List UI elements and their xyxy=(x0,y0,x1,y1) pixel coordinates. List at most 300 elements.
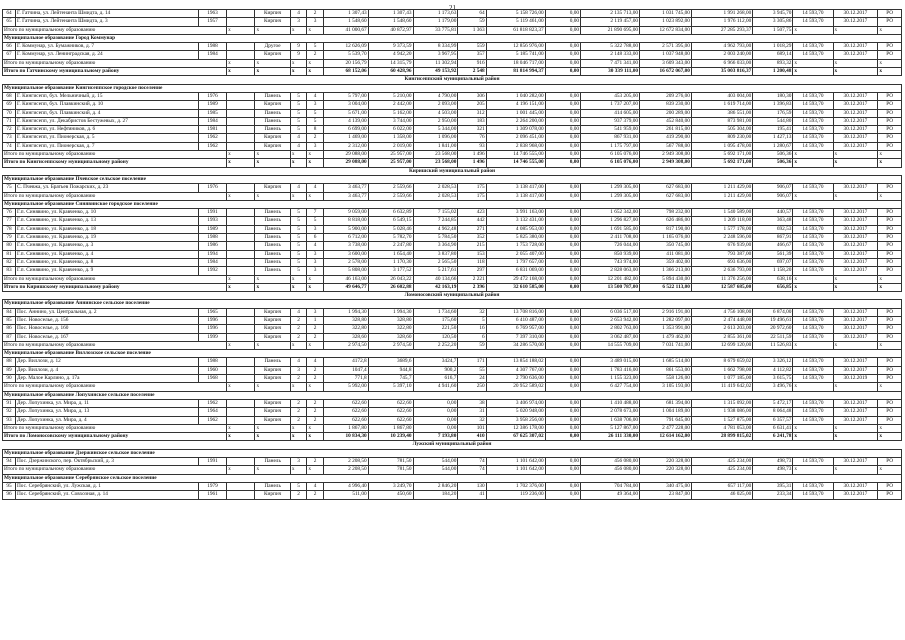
total-cell: 18 046 717,00 xyxy=(486,59,545,67)
total-cell: 20 952 589,02 xyxy=(486,383,545,391)
data-cell: 271 xyxy=(458,225,486,233)
data-cell: 5 797,00 xyxy=(323,92,368,100)
table-row xyxy=(3,142,902,150)
data-cell: 2 411 708,00 xyxy=(581,234,640,242)
data-cell: 450,60 xyxy=(368,491,413,499)
data-cell: Кирпич xyxy=(255,366,290,374)
data-cell: Кирпич xyxy=(255,101,290,109)
data-cell: 171 xyxy=(458,358,486,366)
data-cell: 541 959,00 xyxy=(581,126,640,134)
data-cell: 1 299 305,00 xyxy=(581,184,640,192)
data-cell: Кирпич xyxy=(255,18,290,26)
data-cell: 6 xyxy=(458,333,486,341)
total-cell: 14 555 709,00 xyxy=(581,341,640,349)
data-cell: 3 xyxy=(290,458,307,466)
total-cell: 7 471 341,00 xyxy=(581,59,640,67)
total-cell: x xyxy=(307,192,324,200)
address-cell: Г.п. Синявино, ул. Кравченко, д. 19 xyxy=(15,234,198,242)
district-total-row xyxy=(3,68,902,76)
data-cell: 1 282 097,00 xyxy=(640,316,692,324)
data-cell: Кирпич xyxy=(255,399,290,407)
total-cell: 0,00 xyxy=(545,151,580,159)
total-cell: 34 286 570,00 xyxy=(486,341,545,349)
data-cell: 14 593,70 xyxy=(793,250,833,258)
data-cell: 867,91 xyxy=(753,234,793,242)
data-cell: 4 xyxy=(307,92,324,100)
data-cell: 1 158,20 xyxy=(753,267,793,275)
data-cell: 781,50 xyxy=(368,458,413,466)
data-cell: 357 xyxy=(458,51,486,59)
total-cell: x xyxy=(307,68,324,76)
data-cell: 30.12.2017 xyxy=(833,258,878,266)
data-cell: 1 023 892,00 xyxy=(640,18,692,26)
total-cell: x xyxy=(793,151,833,159)
data-cell: 1964 xyxy=(198,408,226,416)
total-cell: 29 088,00 xyxy=(323,159,368,167)
data-cell: 2 078 673,00 xyxy=(581,408,640,416)
total-cell: 0,00 xyxy=(545,433,580,441)
data-cell: РО xyxy=(878,92,902,100)
address-cell: Пос. Новоселье, д. 167 xyxy=(15,333,198,341)
data-cell: Панель xyxy=(255,458,290,466)
municipality-total-row xyxy=(3,59,902,67)
total-cell: 12 201 482,00 xyxy=(581,275,640,283)
total-cell: x xyxy=(255,68,290,76)
row-number: 81 xyxy=(3,250,16,258)
data-cell xyxy=(227,250,255,258)
data-cell: 1 209 118,00 xyxy=(691,217,752,225)
table-row xyxy=(3,184,902,192)
data-cell: 5 xyxy=(290,117,307,125)
district-heading: Лужский муниципальный район xyxy=(3,441,902,449)
total-cell: 0,00 xyxy=(545,466,580,474)
table-row xyxy=(3,225,902,233)
data-cell: Кирпич xyxy=(255,325,290,333)
row-number: 84 xyxy=(3,308,16,316)
data-cell: РО xyxy=(878,375,902,383)
table-row xyxy=(3,250,902,258)
data-cell: 3 xyxy=(290,366,307,374)
total-cell: x xyxy=(255,466,290,474)
data-cell: 14 593,70 xyxy=(793,458,833,466)
row-number: 67 xyxy=(3,51,16,59)
data-cell: 456 080,00 xyxy=(581,458,640,466)
data-cell: 4 xyxy=(290,308,307,316)
data-cell: 4 xyxy=(290,358,307,366)
total-cell: x xyxy=(227,59,255,67)
data-cell: 220 328,00 xyxy=(640,458,692,466)
data-cell: 14 593,70 xyxy=(793,51,833,59)
data-cell: Панель xyxy=(255,482,290,490)
row-number: 92 xyxy=(3,408,16,416)
data-cell: 1 797 657,00 xyxy=(486,258,545,266)
district-heading: Киришский муниципальный район xyxy=(3,167,902,175)
total-cell: x xyxy=(227,466,255,474)
data-cell: 1996 xyxy=(198,325,226,333)
data-cell: 130 xyxy=(458,482,486,490)
data-cell: 14 593,70 xyxy=(793,10,833,18)
data-cell: 498,73 xyxy=(753,458,793,466)
data-cell xyxy=(227,491,255,499)
total-cell: x xyxy=(307,433,324,441)
data-cell: 558 126,00 xyxy=(640,375,692,383)
total-cell: x xyxy=(227,192,255,200)
data-cell: 2 442,00 xyxy=(368,101,413,109)
data-cell: 13 854 188,02 xyxy=(486,358,545,366)
data-cell: 14 593,70 xyxy=(793,217,833,225)
data-cell: 3 305,86 xyxy=(753,18,793,26)
data-cell xyxy=(227,225,255,233)
data-cell: 5 xyxy=(307,43,324,51)
total-cell: 1 496 xyxy=(458,151,486,159)
data-cell: 4 942,20 xyxy=(368,51,413,59)
data-cell: 861 553,00 xyxy=(640,366,692,374)
address-cell: Дер. Лопухинка, ул. Мира, д. 4 xyxy=(15,416,198,424)
data-cell: Кирпич xyxy=(255,416,290,424)
data-cell: 0,00 xyxy=(545,408,580,416)
data-cell: 1 396,83 xyxy=(753,101,793,109)
total-cell: 27 285 293,37 xyxy=(691,26,752,34)
address-cell: Г. Кингисепп, ул. Пионерская, д. 5 xyxy=(15,134,198,142)
data-cell: 1 170,30 xyxy=(368,258,413,266)
total-cell: 2 949 308,00 xyxy=(640,151,692,159)
data-cell: 2 208,50 xyxy=(323,458,368,466)
total-cell: 25 957,00 xyxy=(368,159,413,167)
data-cell: 2 828 063,00 xyxy=(581,267,640,275)
total-cell: 40 134,66 xyxy=(413,275,458,283)
data-cell: 0,00 xyxy=(545,250,580,258)
data-cell: 1 101 642,00 xyxy=(486,458,545,466)
data-cell: РО xyxy=(878,51,902,59)
data-cell: 1 737 207,00 xyxy=(581,101,640,109)
data-cell: РО xyxy=(878,458,902,466)
municipality-heading: Муниципальное образование Дзержинское сельское поселение xyxy=(3,449,902,457)
total-cell: x xyxy=(307,59,324,67)
data-cell: 5 808,00 xyxy=(323,267,368,275)
data-cell: 30.12.2017 xyxy=(833,18,878,26)
data-cell: 1 179,00 xyxy=(413,18,458,26)
data-cell: 1984 xyxy=(198,117,226,125)
district-heading-row xyxy=(3,441,902,449)
data-cell: 2 xyxy=(307,325,324,333)
total-cell: x xyxy=(793,283,833,291)
total-cell: 6 105 076,00 xyxy=(581,159,640,167)
data-cell: 14 593,70 xyxy=(793,308,833,316)
data-cell: 403 004,00 xyxy=(691,92,752,100)
total-cell: 4 781 053,00 xyxy=(691,424,752,432)
data-cell xyxy=(227,316,255,324)
data-cell: 180,30 xyxy=(753,92,793,100)
data-cell: 64 xyxy=(458,10,486,18)
row-number: 70 xyxy=(3,109,16,117)
data-cell: 2 xyxy=(307,366,324,374)
total-cell: 40 872,97 xyxy=(368,26,413,34)
total-cell: 250 xyxy=(458,383,486,391)
data-cell: 3 945,70 xyxy=(753,10,793,18)
data-cell: 4 112,82 xyxy=(753,366,793,374)
total-cell: x xyxy=(255,26,290,34)
data-cell: Панель xyxy=(255,126,290,134)
district-heading-row xyxy=(3,76,902,84)
data-cell: 8 334,99 xyxy=(413,43,458,51)
data-cell: 3 xyxy=(307,308,324,316)
data-cell: 1 652 342,00 xyxy=(581,209,640,217)
total-cell: 29 088,00 xyxy=(323,151,368,159)
data-cell: 626 486,00 xyxy=(640,217,692,225)
data-cell: 2 264 200,00 xyxy=(486,117,545,125)
row-number: 96 xyxy=(3,491,16,499)
data-cell: Панель xyxy=(255,92,290,100)
total-cell: x xyxy=(307,283,324,291)
district-total-row xyxy=(3,433,902,441)
data-cell: 9 059,00 xyxy=(323,209,368,217)
total-cell: x xyxy=(793,275,833,283)
total-cell: 67 625 307,02 xyxy=(486,433,545,441)
total-cell: 60 428,96 xyxy=(368,68,413,76)
data-cell: 3 132 431,00 xyxy=(486,217,545,225)
data-cell: 30.12.2017 xyxy=(833,316,878,324)
data-cell: 793 387,00 xyxy=(691,250,752,258)
data-cell: 30.12.2017 xyxy=(833,142,878,150)
data-cell: 30.12.2017 xyxy=(833,184,878,192)
data-cell: 118 xyxy=(458,258,486,266)
data-cell: 689,14 xyxy=(753,51,793,59)
data-cell: 1 001 445,00 xyxy=(486,109,545,117)
row-number: 86 xyxy=(3,325,16,333)
total-cell: 5 894 430,00 xyxy=(640,275,692,283)
data-cell: 3 600,00 xyxy=(323,250,368,258)
data-cell: 14 593,70 xyxy=(793,399,833,407)
total-cell: x xyxy=(290,424,307,432)
data-cell: 3 489 015,00 xyxy=(581,358,640,366)
data-cell: 1 165 076,00 xyxy=(640,234,692,242)
total-cell: 6 966 033,00 xyxy=(691,59,752,67)
data-cell: РО xyxy=(878,258,902,266)
data-cell: 1984 xyxy=(198,51,226,59)
total-cell: 14 315,79 xyxy=(368,59,413,67)
data-cell: 30.12.2017 xyxy=(833,126,878,134)
data-cell: 30.12.2017 xyxy=(833,399,878,407)
data-cell: 1 841,00 xyxy=(413,142,458,150)
data-cell: 14 593,70 xyxy=(793,358,833,366)
data-cell xyxy=(227,18,255,26)
table-row xyxy=(3,416,902,424)
data-cell: 4 139,00 xyxy=(323,117,368,125)
row-number: 90 xyxy=(3,375,16,383)
data-cell: 2 653 942,00 xyxy=(581,316,640,324)
table-row xyxy=(3,109,902,117)
data-cell: 4 xyxy=(307,358,324,366)
data-cell: 14 593,70 xyxy=(793,225,833,233)
data-cell: 363,48 xyxy=(753,217,793,225)
data-cell: 46 025,00 xyxy=(691,491,752,499)
data-cell: 9 xyxy=(290,51,307,59)
data-cell: 0,00 xyxy=(545,134,580,142)
data-cell: Кирпич xyxy=(255,333,290,341)
total-cell: 12 699 120,00 xyxy=(691,341,752,349)
data-cell: 5 xyxy=(290,126,307,134)
total-cell: 41 000,67 xyxy=(323,26,368,34)
data-cell: 1 037 948,00 xyxy=(640,51,692,59)
total-cell: 2 949 308,00 xyxy=(640,159,692,167)
total-cell: x xyxy=(833,433,878,441)
total-cell: 12 614 162,00 xyxy=(640,433,692,441)
data-cell: 31 xyxy=(458,408,486,416)
row-number: 93 xyxy=(3,416,16,424)
total-cell: x xyxy=(833,68,878,76)
total-label: Итого по Киришскому муниципальному району xyxy=(3,283,227,291)
total-cell: x xyxy=(255,159,290,167)
total-cell: 906,07 xyxy=(753,192,793,200)
total-cell: 14 746 555,00 xyxy=(486,151,545,159)
municipality-heading: Муниципальное образование Виллозское сельское поселение xyxy=(3,350,902,358)
total-cell: 781,50 xyxy=(368,466,413,474)
data-cell: 1 175 797,00 xyxy=(581,142,640,150)
data-cell: 14 593,70 xyxy=(793,234,833,242)
data-cell: 1 527 875,00 xyxy=(691,416,752,424)
data-cell: 2 248 596,00 xyxy=(691,234,752,242)
total-cell: x xyxy=(793,424,833,432)
total-cell: x xyxy=(878,283,902,291)
total-cell: 12 587 685,00 xyxy=(691,283,752,291)
data-cell: РО xyxy=(878,217,902,225)
total-cell: 2 477 228,00 xyxy=(640,424,692,432)
data-cell: 0,00 xyxy=(545,458,580,466)
address-cell: Г.п. Синявино, ул. Кравченко, д. 13 xyxy=(15,217,198,225)
total-cell: 14 746 555,00 xyxy=(486,159,545,167)
total-cell: 35 003 816,37 xyxy=(691,68,752,76)
data-cell: 55 xyxy=(458,366,486,374)
data-cell: 616,7 xyxy=(413,375,458,383)
municipality-heading-row xyxy=(3,391,902,399)
total-cell: 2 221 xyxy=(458,275,486,283)
address-cell: Г. Гатчина, ул. Лейтенанта Шмидта, д. 3 xyxy=(15,18,198,26)
data-cell: РО xyxy=(878,366,902,374)
total-cell: x xyxy=(290,159,307,167)
data-cell: 3 406 974,00 xyxy=(486,399,545,407)
total-label: Итого по муниципальному образованию xyxy=(3,26,227,34)
data-cell: 791 645,00 xyxy=(640,416,692,424)
data-cell: 0,00 xyxy=(545,491,580,499)
data-cell: 0,00 xyxy=(545,399,580,407)
total-cell: x xyxy=(227,68,255,76)
row-number: 87 xyxy=(3,333,16,341)
data-cell: 14 593,70 xyxy=(793,366,833,374)
data-cell: 2 xyxy=(290,399,307,407)
total-cell: 656,85 xyxy=(753,283,793,291)
table-row xyxy=(3,258,902,266)
data-cell: 1 307,43 xyxy=(323,10,368,18)
municipality-heading-row xyxy=(3,200,902,208)
data-cell: 3424,7 xyxy=(413,358,458,366)
data-cell: 2 xyxy=(307,134,324,142)
address-cell: Г. Коммунар, ул. Ленинградская, д. 24 xyxy=(15,51,198,59)
total-cell: 5 992,00 xyxy=(323,383,368,391)
data-cell: 14 593,70 xyxy=(793,491,833,499)
table-row xyxy=(3,375,902,383)
data-cell xyxy=(227,209,255,217)
total-cell: 1 507,75 xyxy=(753,26,793,34)
data-cell: 2 xyxy=(307,416,324,424)
total-cell: x xyxy=(833,341,878,349)
municipality-total-row xyxy=(3,192,902,200)
data-cell: 1993 xyxy=(198,217,226,225)
total-cell: 425 234,00 xyxy=(691,466,752,474)
data-cell: 5 xyxy=(290,482,307,490)
data-cell: 6 769 957,00 xyxy=(486,325,545,333)
data-cell: 3 463,77 xyxy=(323,184,368,192)
data-cell: 49 364,00 xyxy=(581,491,640,499)
data-cell xyxy=(227,92,255,100)
total-cell: x xyxy=(255,151,290,159)
data-cell: 74 xyxy=(458,458,486,466)
data-cell: 3 138 417,00 xyxy=(486,184,545,192)
total-label: Итого по муниципальному образованию xyxy=(3,59,227,67)
data-cell: 5 xyxy=(307,217,324,225)
data-cell xyxy=(227,117,255,125)
data-cell: 5 xyxy=(290,250,307,258)
table-row xyxy=(3,134,902,142)
data-cell: 24 xyxy=(458,375,486,383)
data-cell: Панель xyxy=(255,258,290,266)
total-cell: 2 208,50 xyxy=(323,466,368,474)
municipality-heading-row xyxy=(3,300,902,308)
total-cell: 0,00 xyxy=(545,159,580,167)
table-row xyxy=(3,51,902,59)
data-cell: 3 738,00 xyxy=(323,242,368,250)
total-cell: 220 328,00 xyxy=(640,466,692,474)
data-cell: 622,60 xyxy=(323,408,368,416)
total-cell: 1 867,80 xyxy=(323,424,368,432)
data-cell: РО xyxy=(878,18,902,26)
data-cell: Кирпич xyxy=(255,491,290,499)
data-cell xyxy=(227,308,255,316)
data-cell: 1986 xyxy=(198,242,226,250)
total-cell: 61 818 823,37 xyxy=(486,26,545,34)
data-cell: 3 967,95 xyxy=(413,51,458,59)
total-cell: x xyxy=(307,383,324,391)
data-cell xyxy=(227,482,255,490)
total-cell: 627 683,00 xyxy=(640,192,692,200)
data-cell: 2 247,80 xyxy=(368,242,413,250)
data-cell: 1989 xyxy=(198,225,226,233)
data-cell xyxy=(227,458,255,466)
data-cell: РО xyxy=(878,242,902,250)
data-cell: 30.12.2017 xyxy=(833,366,878,374)
table-row xyxy=(3,242,902,250)
address-cell: Г. Кингисепп, бул. Мельничный, д. 15 xyxy=(15,92,198,100)
data-cell: 30.12.2017 xyxy=(833,43,878,51)
total-cell: x xyxy=(878,466,902,474)
data-cell: 30.12.2017 xyxy=(833,408,878,416)
total-cell: 1 363 xyxy=(458,26,486,34)
address-cell: Г. Коммунар, ул. Бумажников, д. 7 xyxy=(15,43,198,51)
total-cell: x xyxy=(307,26,324,34)
total-cell: 6 631,41 xyxy=(753,424,793,432)
data-cell: 14 593,70 xyxy=(793,416,833,424)
data-cell: 359 402,00 xyxy=(640,258,692,266)
data-cell: 1 410 488,00 xyxy=(581,399,640,407)
total-label: Итого по Кингисеппскому муниципальному району xyxy=(3,159,227,167)
data-cell: 1 702 376,00 xyxy=(486,482,545,490)
data-cell: РО xyxy=(878,225,902,233)
data-cell: 0,00 xyxy=(545,225,580,233)
total-cell: 10 834,30 xyxy=(323,433,368,441)
data-cell: 1963 xyxy=(198,10,226,18)
row-number: 85 xyxy=(3,316,16,324)
data-cell: 1 691 585,00 xyxy=(581,225,640,233)
data-cell: 6 632,89 xyxy=(368,209,413,217)
